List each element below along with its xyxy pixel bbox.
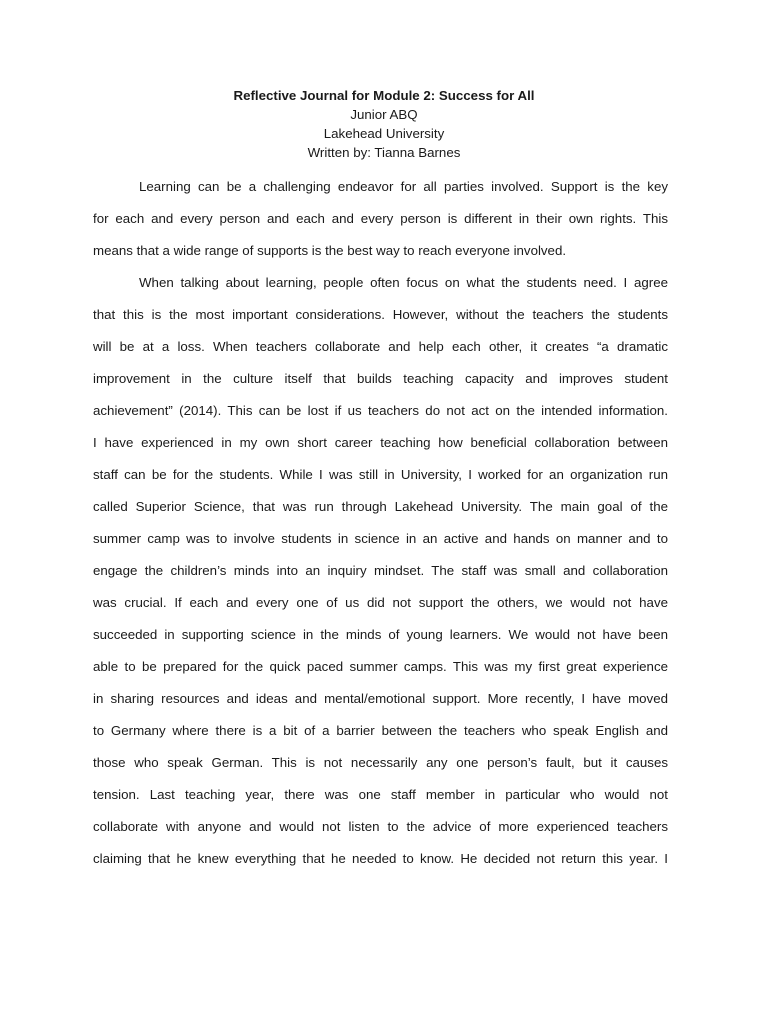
paragraph-line: was crucial. If each and every one of us did not support the others, we would not have	[93, 595, 668, 610]
course-name: Junior ABQ	[350, 107, 418, 122]
paragraph-line: those who speak German. This is not necessarily any one person’s fault, but it causes	[93, 755, 668, 770]
paragraph-line: means that a wide range of supports is the best way to reach everyone involved.	[93, 243, 567, 258]
paragraph-line: improvement in the culture itself that builds teaching capacity and improves student	[93, 371, 668, 386]
paragraph-line: When talking about learning, people often focus on what the students need. I agree	[139, 275, 668, 290]
paragraph-line: will be at a loss. When teachers collaborate and help each other, it creates “a dramatic	[93, 339, 668, 354]
author-line: Written by: Tianna Barnes	[307, 145, 461, 160]
paragraph-line: Learning can be a challenging endeavor for all parties involved. Support is the key	[139, 179, 668, 194]
paragraph-line: in sharing resources and ideas and mental/emotional support. More recently, I have moved	[93, 691, 668, 706]
paragraph-line: claiming that he knew everything that he needed to know. He decided not return this year. I	[93, 851, 668, 866]
paragraph-line: succeeded in supporting science in the minds of young learners. We would not have been	[93, 627, 668, 642]
paragraph-line: tension. Last teaching year, there was one staff member in particular who would not	[93, 787, 668, 802]
paragraph-line: collaborate with anyone and would not listen to the advice of more experienced teachers	[93, 819, 668, 834]
paragraph-line: engage the children’s minds into an inquiry mindset. The staff was small and collaboration	[93, 563, 668, 578]
paragraph-line: I have experienced in my own short career teaching how beneficial collaboration between	[93, 435, 668, 450]
institution-name: Lakehead University	[323, 126, 445, 141]
document-body	[93, 176, 668, 880]
paragraph-line: achievement” (2014). This can be lost if us teachers do not act on the intended information.	[93, 403, 668, 418]
paragraph-line: for each and every person and each and every person is different in their own rights. This	[93, 211, 668, 226]
paragraph-line: called Superior Science, that was run through Lakehead University. The main goal of the	[93, 499, 668, 514]
paragraph-line: staff can be for the students. While I was still in University, I worked for an organization run	[93, 467, 668, 482]
paragraph-line: able to be prepared for the quick paced summer camps. This was my first great experience	[93, 659, 668, 674]
paragraph-line: to Germany where there is a bit of a barrier between the teachers who speak English and	[93, 723, 668, 738]
document-title: Reflective Journal for Module 2: Success for All	[233, 88, 535, 103]
document-header	[0, 86, 768, 162]
paragraph-line: summer camp was to involve students in science in an active and hands on manner and to	[93, 531, 668, 546]
paragraph-line: that this is the most important considerations. However, without the teachers the students	[93, 307, 668, 322]
